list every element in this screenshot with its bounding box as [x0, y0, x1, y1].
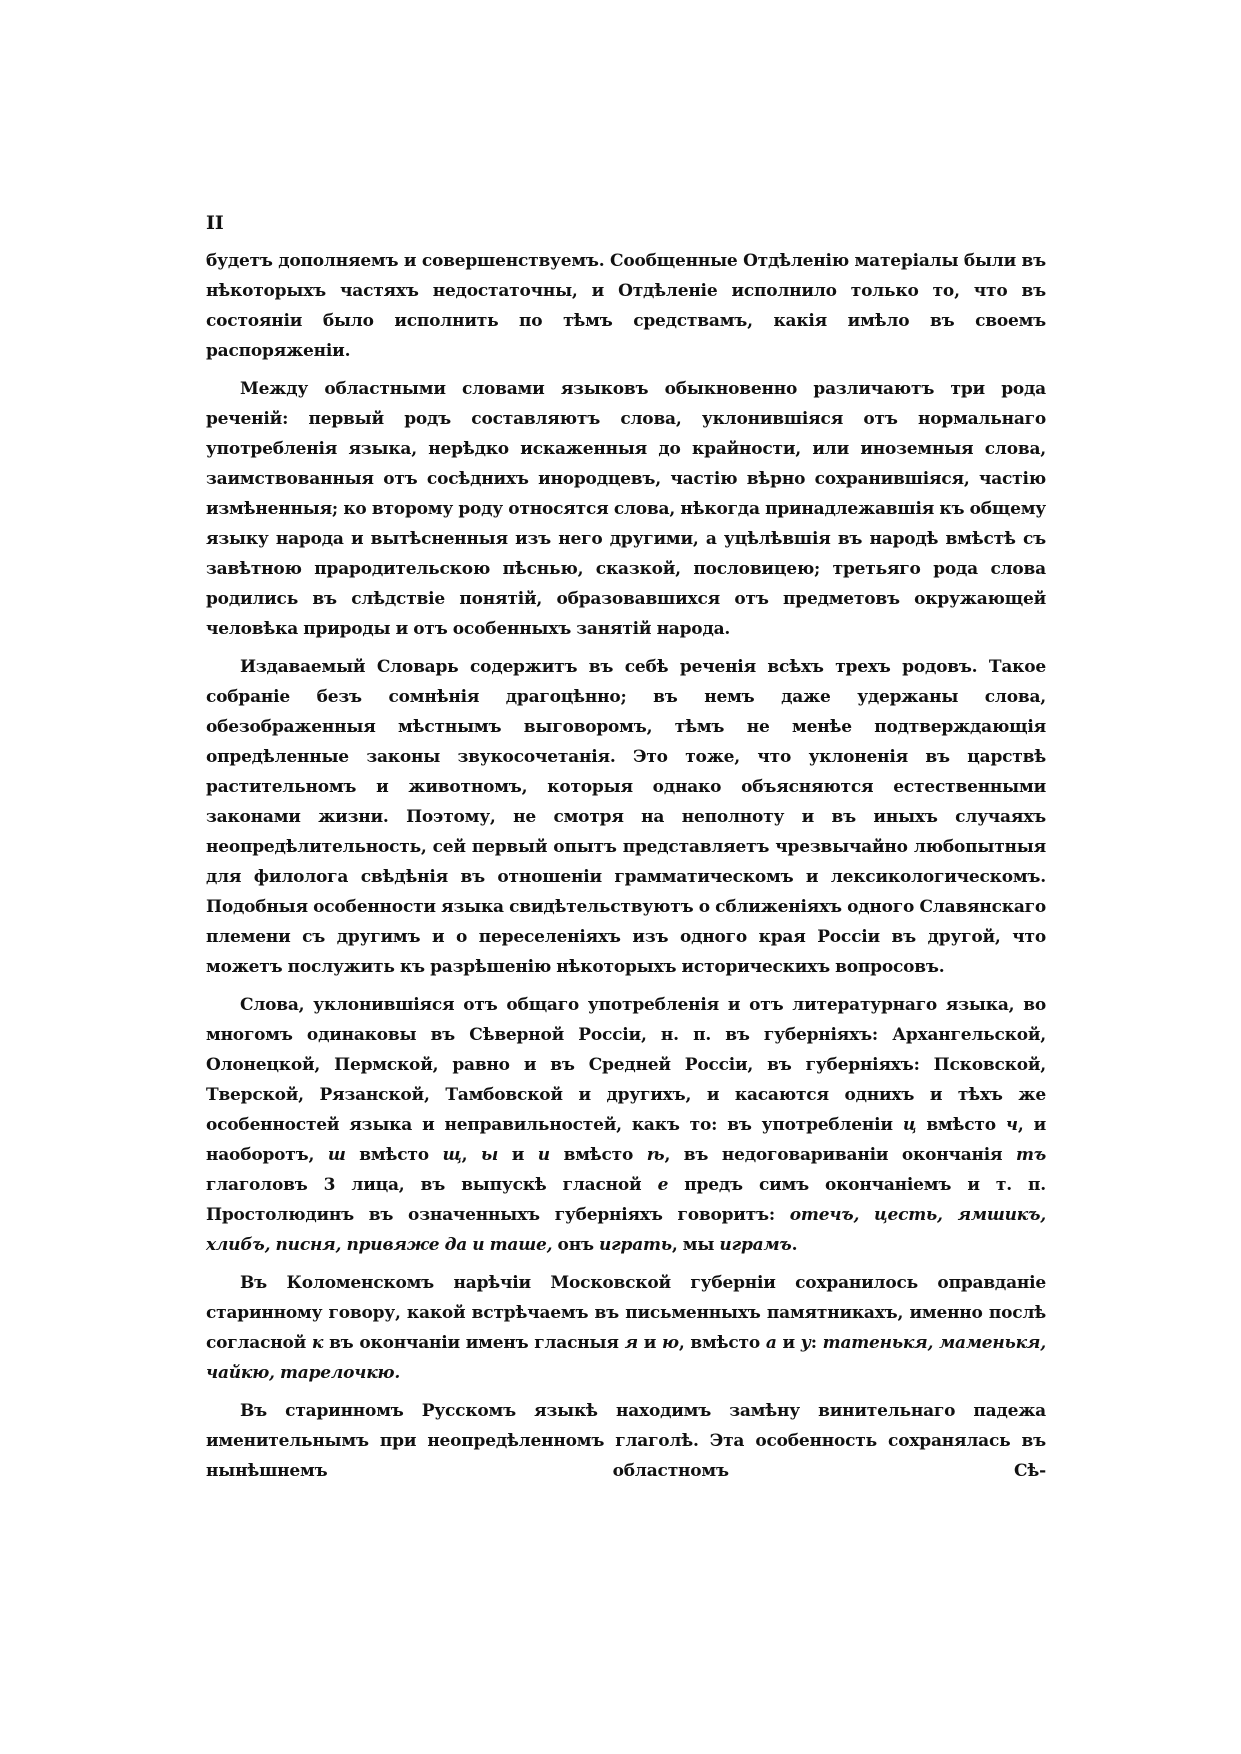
text-run: вмѣсто — [916, 1115, 1006, 1135]
italic-text: у — [800, 1333, 811, 1353]
italic-text: отечъ, цесть, ямшикъ, хлибъ, писня, привяже да и таше, — [206, 1205, 1046, 1255]
italic-text: ш — [327, 1145, 346, 1165]
page-number: II — [206, 212, 224, 234]
text-run: и — [637, 1333, 663, 1353]
italic-text: татенькя, маменькя, чайкю, тарелочкю. — [206, 1333, 1046, 1383]
italic-text: е — [657, 1175, 669, 1195]
text-run: будетъ дополняемъ и совершенствуемъ. Сообщенные Отдѣленію матеріалы были въ нѣкоторыхъ частяхъ недостаточны, и Отдѣленіе исполнило только то, что въ состояніи было исполнить по тѣмъ средствамъ, какія имѣло въ своемъ распоряженіи. — [206, 251, 1046, 361]
italic-text: тъ — [1016, 1145, 1046, 1165]
text-run: Слова, уклонившіяся отъ общаго употребленія и отъ литературнаго языка, во многомъ одинаковы въ Сѣверной Россіи, н. п. въ губерніяхъ: Архангельской, Олонецкой, Пермской, равно и въ Средней Россіи, въ губерніяхъ: Псковской, Тверской, Рязанской, Тамбовской и другихъ, и касаются однихъ и тѣхъ же особенностей языка и неправильностей, какъ то: въ употребленіи — [206, 995, 1046, 1135]
italic-text: ц — [902, 1115, 917, 1135]
paragraph — [206, 246, 1046, 366]
paragraph — [206, 1396, 1046, 1486]
italic-text: к — [311, 1333, 324, 1353]
text-run: Въ Коломенскомъ нарѣчіи Московской губерніи сохранилось оправданіе старинному говору, какой встрѣчаемъ въ письменныхъ памятникахъ, именно послѣ согласной — [206, 1273, 1046, 1353]
text-run: онъ — [552, 1235, 600, 1255]
text-run: , въ недоговариваніи окончанія — [664, 1145, 1017, 1165]
text-run: вмѣсто — [345, 1145, 443, 1165]
text-run: Между областными словами языковъ обыкновенно различаютъ три рода реченій: первый родъ составляютъ слова, уклонившіяся отъ нормальнаго употребленія языка, нерѣдко искаженныя до крайности, или иноземныя слова, заимствованныя отъ сосѣднихъ инородцевъ, частію вѣрно сохранившіяся, частію измѣненныя; ко второму роду относятся слова, нѣкогда принадлежавшія къ общему языку народа и вытѣсненныя изъ него другими, а уцѣлѣвшія въ народѣ вмѣстѣ съ завѣтною прародительскою пѣснью, сказкой, пословицею; третьяго рода слова родились въ слѣдствіе понятій, образовавшихся отъ предметовъ окружающей человѣка природы и отъ особенныхъ занятій народа. — [206, 379, 1046, 639]
italic-text: ч — [1005, 1115, 1018, 1135]
text-run: и — [776, 1333, 801, 1353]
text-run: , вмѣсто — [678, 1333, 766, 1353]
text-run: предъ симъ окончаніемъ и т. п. Простолюдинъ въ означенныхъ губерніяхъ говоритъ: — [206, 1175, 1046, 1225]
paragraph — [206, 1268, 1046, 1388]
text-run: : — [810, 1333, 823, 1353]
text-run: , и наоборотъ, — [206, 1115, 1046, 1165]
paragraph — [206, 652, 1046, 982]
text-run: . — [791, 1235, 798, 1255]
italic-text: играмъ — [719, 1235, 792, 1255]
text-run: Въ старинномъ Русскомъ языкѣ находимъ замѣну винительнаго падежа именительнымъ при неопредѣленномъ глаголѣ. Эта особенность сохранялась въ нынѣшнемъ областномъ Сѣ- — [206, 1401, 1046, 1481]
text-run: , мы — [671, 1235, 720, 1255]
italic-text: ѣ — [646, 1145, 665, 1165]
italic-text: я — [624, 1333, 638, 1353]
body-text — [206, 246, 1046, 1494]
italic-text: ю — [662, 1333, 679, 1353]
paragraph — [206, 374, 1046, 644]
text-run: вмѣсто — [549, 1145, 647, 1165]
italic-text: щ — [442, 1145, 462, 1165]
text-run: въ окончаніи именъ гласныя — [323, 1333, 625, 1353]
italic-text: ы — [480, 1145, 499, 1165]
paragraph — [206, 990, 1046, 1260]
text-run: , — [461, 1145, 481, 1165]
text-run: глаголовъ 3 лица, въ выпускѣ гласной — [206, 1175, 658, 1195]
italic-text: и — [537, 1145, 550, 1165]
text-run: Издаваемый Словарь содержитъ въ себѣ реченія всѣхъ трехъ родовъ. Такое собраніе безъ сомнѣнія драгоцѣнно; въ немъ даже удержаны слова, обезображенныя мѣстнымъ выговоромъ, тѣмъ не менѣе подтверждающія опредѣленные законы звукосочетанія. Это тоже, что уклоненія въ царствѣ растительномъ и животномъ, которыя однако объясняются естественными законами жизни. Поэтому, не смотря на неполноту и въ иныхъ случаяхъ неопредѣлительность, сей первый опытъ представляетъ чрезвычайно любопытныя для филолога свѣдѣнія въ отношеніи грамматическомъ и лексикологическомъ. Подобныя особенности языка свидѣтельствуютъ о сближеніяхъ одного Славянскаго племени съ другимъ и о переселеніяхъ изъ одного края Россіи въ другой, что можетъ послужить къ разрѣшенію нѣкоторыхъ историческихъ вопросовъ. — [206, 657, 1046, 977]
text-run: и — [498, 1145, 538, 1165]
italic-text: играть — [599, 1235, 672, 1255]
italic-text: а — [765, 1333, 777, 1353]
